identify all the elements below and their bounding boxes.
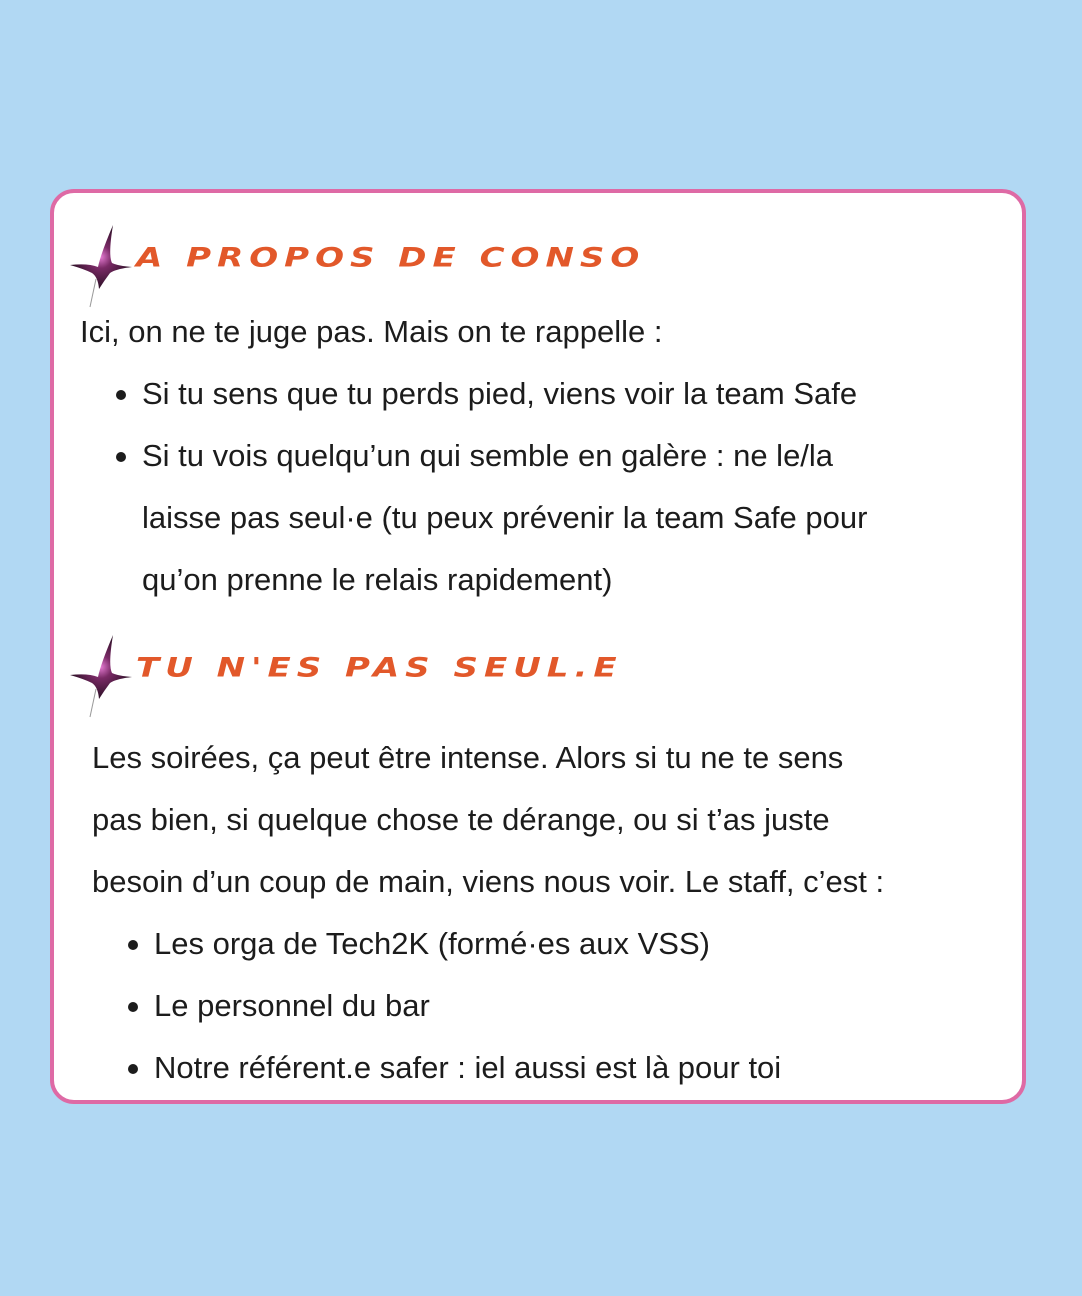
list-item <box>154 913 974 975</box>
conso-bullet-list <box>142 363 992 611</box>
list-item <box>154 1037 974 1099</box>
section-heading-row <box>54 223 1022 313</box>
list-item-text: Les orga de Tech2K (formé·es aux VSS) <box>154 926 710 961</box>
section-title: TU N'ES PAS SEUL.E <box>136 652 623 684</box>
bullet-icon <box>116 452 126 462</box>
bullet-icon <box>128 1002 138 1012</box>
list-item-text: qu’on prenne le relais rapidement) <box>142 562 613 597</box>
staff-bullet-list <box>154 913 974 1099</box>
list-item <box>142 363 992 425</box>
list-item-text: Si tu sens que tu perds pied, viens voir la team Safe <box>142 376 858 411</box>
info-card <box>50 189 1026 1104</box>
intro-text: Ici, on ne te juge pas. Mais on te rappelle : <box>80 314 663 349</box>
section-conso <box>54 223 1022 597</box>
list-item-text: Notre référent.e safer : iel aussi est là pour toi <box>154 1050 782 1085</box>
bullet-icon <box>116 390 126 400</box>
bullet-icon <box>128 1064 138 1074</box>
section-title: A PROPOS DE CONSO <box>136 242 646 274</box>
section-not-alone <box>54 633 1022 1085</box>
paragraph-line: Les soirées, ça peut être intense. Alors si tu ne te sens <box>92 740 844 775</box>
paragraph-line: pas bien, si quelque chose te dérange, ou si t’as juste <box>92 802 830 837</box>
support-paragraph <box>92 727 884 913</box>
section-heading-row <box>54 633 1022 723</box>
bullet-icon <box>128 940 138 950</box>
list-item-text: Le personnel du bar <box>154 988 430 1023</box>
list-item-text: Si tu vois quelqu’un qui semble en galère : ne le/la <box>142 438 834 473</box>
list-item-text: laisse pas seul·e (tu peux prévenir la team Safe pour <box>142 500 868 535</box>
sparkle-star-icon <box>68 633 134 719</box>
list-item <box>154 975 974 1037</box>
list-item <box>142 425 992 611</box>
sparkle-star-icon <box>68 223 134 309</box>
paragraph-line: besoin d’un coup de main, viens nous voir. Le staff, c’est : <box>92 864 885 899</box>
